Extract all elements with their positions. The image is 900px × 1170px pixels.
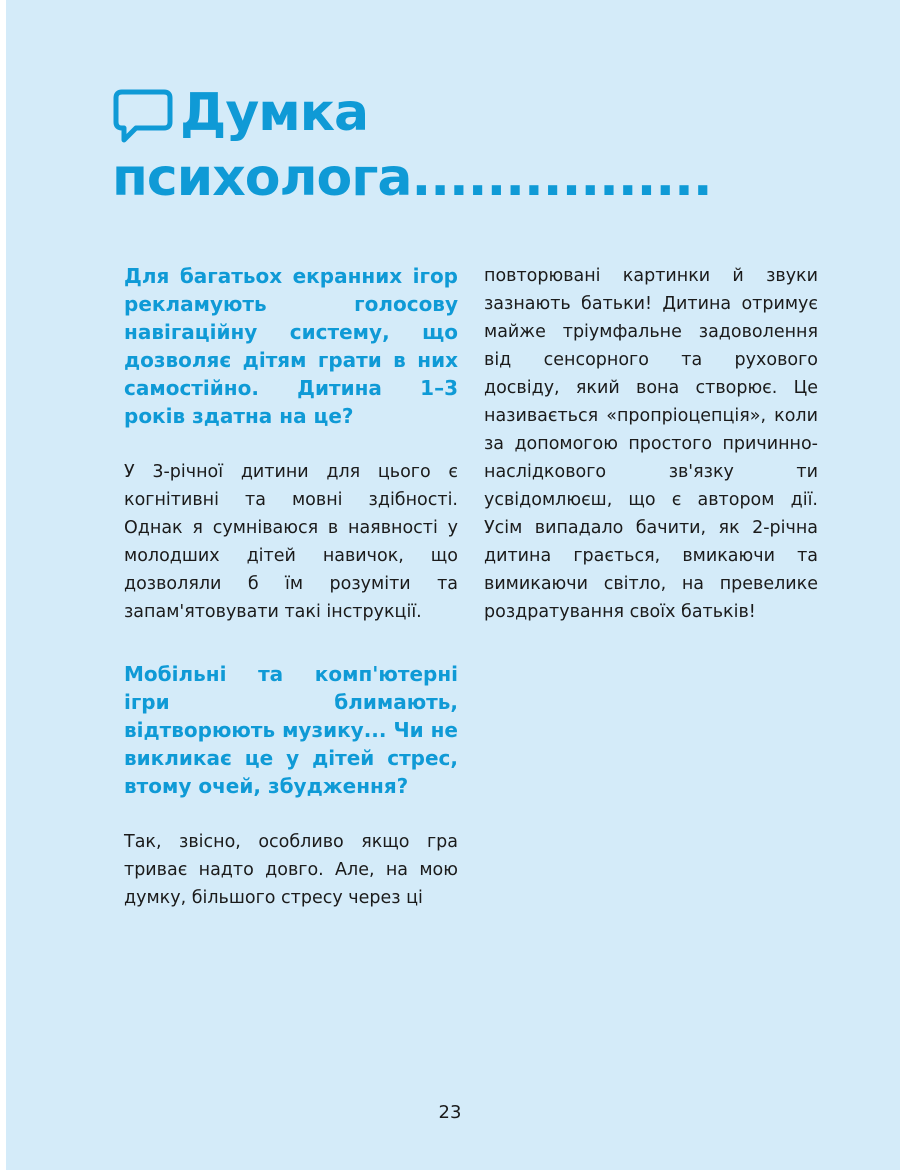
section-heading: [112, 80, 712, 210]
heading-word-2: психолога: [112, 148, 412, 208]
page-number: 23: [438, 1102, 462, 1123]
left-column: [124, 262, 458, 946]
speech-bubble-icon: [112, 86, 174, 146]
page: [6, 0, 900, 1170]
heading-line-2: [112, 146, 712, 210]
answer-2: Так, звісно, особливо якщо гра триває надто довго. Але, на мою думку, більшого стресу через ці: [124, 832, 458, 908]
answer-1: У 3-річної дитини для цього є когнітивні та мовні здібності. Однак я сумніваюся в наявності у молодших дітей навичок, що дозволяли б їм розуміти та запам'ятовувати такі інструкції.: [124, 462, 458, 622]
question-2: Мобільні та комп'ютерні ігри блимають, відтворюють музику... Чи не викликає це у дітей стрес, втому очей, збудження?: [124, 662, 458, 798]
right-column: [484, 262, 818, 660]
question-1: Для багатьох екранних ігор рекламують голосову навігаційну систему, що дозволяє дітям грати в них самостійно. Дитина 1–3 років здатна на це?: [124, 264, 458, 428]
heading-dots: ................: [411, 148, 712, 208]
heading-word-1: Думка: [180, 83, 369, 143]
heading-line-1: [112, 80, 712, 146]
answer-2-continued: повторювані картинки й звуки зазнають батьки! Дитина отримує майже тріумфальне задоволення від сенсорного та рухового досвіду, який вона створює. Це називається «пропріоцепція», коли за допомогою простого причинно-наслідкового зв'язку ти усвідомлюєш, що є автором дії. Усім випадало бачити, як 2-річна дитина грається, вмикаючи та вимикаючи світло, на превелике роздратування своїх батьків!: [484, 266, 818, 622]
